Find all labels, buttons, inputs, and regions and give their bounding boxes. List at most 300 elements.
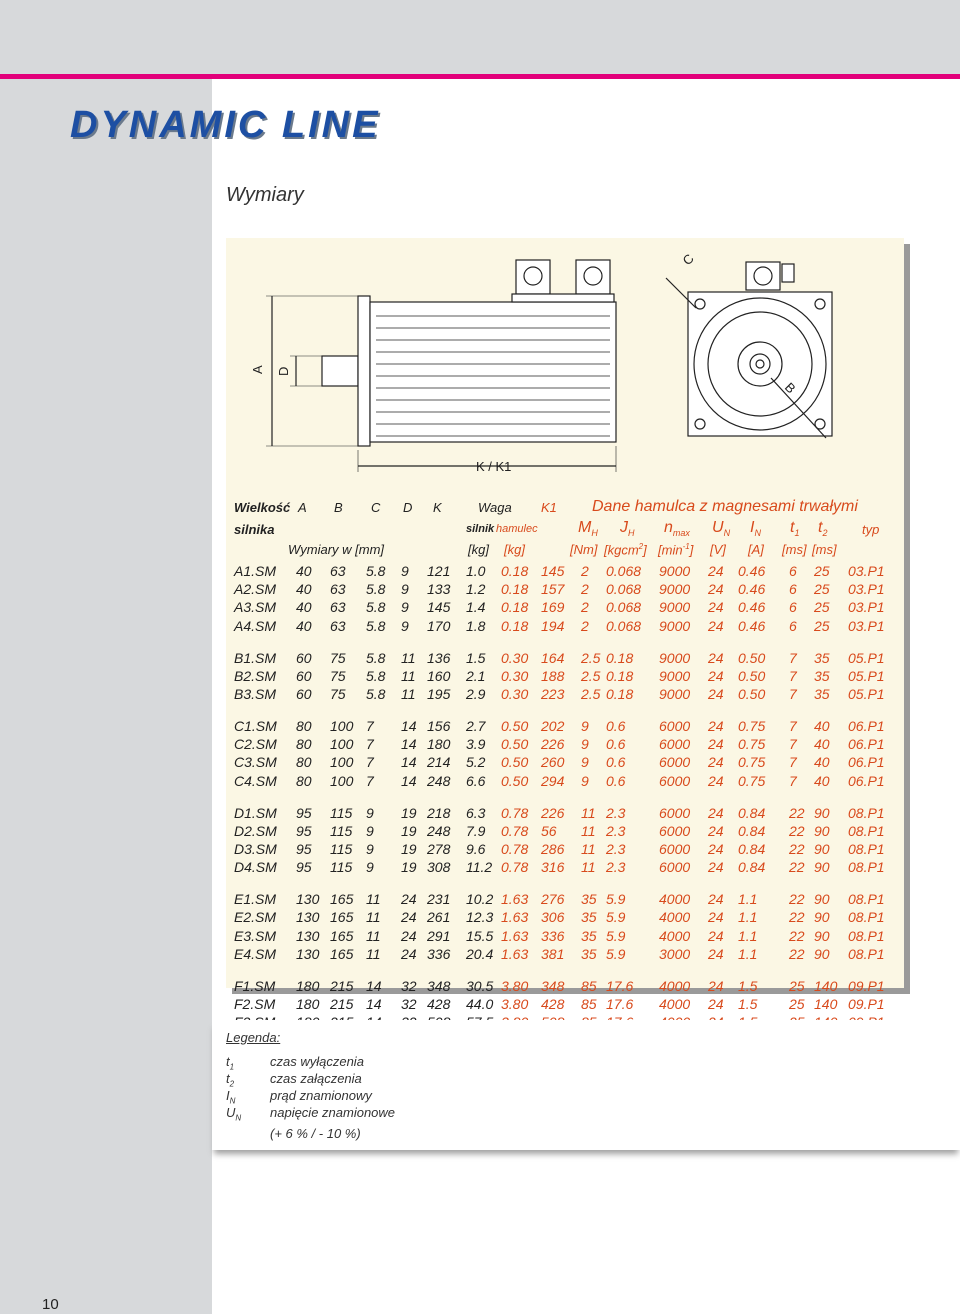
table-cell: 214 — [427, 754, 451, 771]
table-cell: 40 — [814, 736, 830, 753]
table-cell: 136 — [427, 649, 451, 666]
table-cell: 9 — [581, 754, 589, 771]
table-cell: 0.78 — [501, 804, 529, 821]
table-cell: 336 — [427, 945, 451, 962]
hdr-in: $I_N$ — [750, 519, 761, 539]
table-cell: 90 — [814, 909, 830, 926]
table-cell: 4000 — [659, 891, 691, 908]
table-cell: 6000 — [659, 804, 691, 821]
table-cell: 24 — [708, 804, 724, 821]
table-cell: 5.8 — [366, 581, 386, 598]
table-cell: 0.18 — [606, 649, 634, 666]
table-cell: 7 — [366, 772, 374, 789]
table-cell: 2.3 — [606, 841, 626, 857]
table-cell: 05.P1 — [848, 667, 885, 684]
table-cell: 24 — [708, 909, 724, 926]
table-cell: 1.2 — [466, 581, 486, 598]
table-cell: 24 — [708, 859, 724, 876]
dim-label-b: B — [781, 379, 799, 397]
table-cell: 11 — [366, 909, 381, 926]
table-cell: 4000 — [659, 909, 691, 926]
table-cell: 226 — [541, 804, 565, 821]
hdr-unit-kg-hamulec: [kg] — [504, 542, 525, 557]
table-cell: 6000 — [659, 859, 691, 876]
table-cell: 291 — [427, 927, 451, 944]
table-cell: 2.5 — [581, 686, 601, 702]
row-label: A1.SM — [234, 563, 277, 579]
table-cell: 316 — [541, 859, 565, 876]
table-cell: 25 — [814, 617, 830, 634]
table-cell: 0.50 — [501, 754, 529, 771]
table-cell: 9000 — [659, 599, 691, 616]
table-cell: 11 — [401, 667, 416, 684]
table-cell: 24 — [708, 686, 724, 702]
table-cell: 7 — [789, 772, 797, 789]
table-cell: 14 — [366, 996, 382, 1012]
table-cell: 05.P1 — [848, 649, 885, 666]
legend-symbol: $I_N$ — [226, 1088, 236, 1106]
table-cell: 115 — [330, 841, 353, 857]
hdr-wymiary-mm: Wymiary w [mm] — [288, 542, 385, 557]
table-cell: 9 — [401, 617, 409, 634]
table-cell: 63 — [330, 563, 346, 579]
table-cell: 6.6 — [466, 772, 486, 789]
table-cell: 25 — [814, 563, 830, 579]
table-cell: 164 — [541, 649, 565, 666]
table-cell: 2 — [581, 617, 589, 634]
row-label: C2.SM — [234, 736, 277, 753]
table-cell: 11 — [366, 891, 381, 908]
table-cell: 3.9 — [466, 736, 486, 753]
table-cell: 14 — [401, 718, 417, 734]
table-cell: 40 — [814, 772, 830, 789]
row-label: C4.SM — [234, 772, 277, 789]
table-cell: 1.0 — [466, 563, 486, 579]
row-label: D4.SM — [234, 859, 277, 876]
table-cell: 24 — [708, 617, 724, 634]
table-cell: 1.5 — [738, 996, 758, 1012]
table-cell: 08.P1 — [848, 822, 885, 839]
table-cell: 95 — [296, 822, 312, 839]
table-cell: 40 — [296, 617, 312, 634]
table-cell: 5.9 — [606, 927, 626, 944]
table-cell: 9 — [581, 718, 589, 734]
legend-item — [226, 1105, 241, 1123]
table-cell: 3.80 — [501, 996, 529, 1012]
row-label: B2.SM — [234, 667, 277, 684]
hdr-nmax: $n_{max}$ — [664, 519, 690, 539]
table-cell: 2 — [581, 563, 589, 579]
table-cell: 1.63 — [501, 927, 529, 944]
table-cell: 195 — [427, 686, 451, 702]
table-cell: 0.84 — [738, 859, 766, 876]
table-cell: 215 — [330, 977, 354, 994]
table-cell: 0.84 — [738, 841, 766, 857]
table-cell: 14 — [401, 772, 417, 789]
legend-text: czas wyłączenia — [270, 1054, 364, 1069]
table-cell: 80 — [296, 754, 312, 771]
table-cell: 90 — [814, 945, 830, 962]
table-cell: 08.P1 — [848, 804, 885, 821]
table-cell: 180 — [427, 736, 451, 753]
table-cell: 1.63 — [501, 909, 529, 926]
table-cell: 0.30 — [501, 667, 529, 684]
table-cell: 80 — [296, 772, 312, 789]
table-cell: 1.1 — [738, 891, 758, 908]
table-cell: 85 — [581, 977, 597, 994]
table-cell: 56 — [541, 822, 557, 839]
table-cell: 276 — [541, 891, 565, 908]
table-cell: 95 — [296, 841, 312, 857]
table-cell: 2.7 — [466, 718, 486, 734]
table-cell: 11 — [581, 822, 596, 839]
table-cell: 1.8 — [466, 617, 486, 634]
hdr-brake-title: Dane hamulca z magnesami trwałymi — [592, 498, 858, 515]
table-cell: 35 — [814, 686, 830, 702]
table-cell: 63 — [330, 617, 346, 634]
table-cell: 169 — [541, 599, 565, 616]
table-cell: 0.18 — [501, 617, 529, 634]
table-cell: 6 — [789, 563, 797, 579]
table-cell: 75 — [330, 667, 346, 684]
hdr-hamulec: hamulec — [496, 523, 538, 535]
table-cell: 32 — [401, 996, 417, 1012]
table-cell: 11 — [581, 804, 596, 821]
table-cell: 226 — [541, 736, 565, 753]
table-cell: 348 — [427, 977, 451, 994]
table-cell: 24 — [708, 977, 724, 994]
table-cell: 11 — [581, 841, 596, 857]
table-cell: 248 — [427, 772, 451, 789]
table-cell: 24 — [401, 891, 417, 908]
table-cell: 60 — [296, 667, 312, 684]
table-cell: 06.P1 — [848, 736, 885, 753]
table-cell: 2.5 — [581, 649, 601, 666]
table-cell: 6000 — [659, 718, 691, 734]
table-cell: 1.1 — [738, 927, 758, 944]
row-label: C1.SM — [234, 718, 277, 734]
row-label: A4.SM — [234, 617, 277, 634]
table-cell: 9000 — [659, 563, 691, 579]
table-cell: 22 — [789, 909, 805, 926]
table-cell: 0.18 — [501, 563, 529, 579]
table-cell: 188 — [541, 667, 565, 684]
hdr-t1: $t_1$ — [790, 519, 800, 539]
table-cell: 336 — [541, 927, 565, 944]
table-cell: 09.P1 — [848, 996, 885, 1012]
table-cell: 348 — [541, 977, 565, 994]
table-cell: 9 — [366, 841, 374, 857]
table-cell: 9 — [401, 581, 409, 598]
table-cell: 5.2 — [466, 754, 486, 771]
table-cell: 223 — [541, 686, 565, 702]
hdr-unit-min: $[\min^{-1}]$ — [658, 542, 694, 558]
table-cell: 261 — [427, 909, 451, 926]
table-cell: 35 — [581, 891, 597, 908]
table-cell: 24 — [708, 736, 724, 753]
table-cell: 0.50 — [738, 686, 766, 702]
hdr-jh: $J_H$ — [620, 519, 635, 539]
table-cell: 90 — [814, 859, 830, 876]
hdr-c: C — [371, 500, 381, 515]
table-cell: 0.78 — [501, 841, 529, 857]
table-cell: 4000 — [659, 927, 691, 944]
table-cell: 130 — [296, 891, 320, 908]
table-cell: 2.3 — [606, 859, 626, 876]
table-cell: 25 — [789, 996, 805, 1012]
legend-text: napięcie znamionowe — [270, 1105, 396, 1120]
table-cell: 7 — [789, 754, 797, 771]
table-cell: 9000 — [659, 667, 691, 684]
table-cell: 202 — [541, 718, 565, 734]
table-cell: 80 — [296, 718, 312, 734]
table-cell: 0.50 — [738, 649, 766, 666]
table-cell: 1.1 — [738, 909, 758, 926]
table-cell: 24 — [708, 822, 724, 839]
table-cell: 1.5 — [466, 649, 486, 666]
table-cell: 6000 — [659, 822, 691, 839]
table-cell: 15.5 — [466, 927, 494, 944]
row-label: C3.SM — [234, 754, 277, 771]
table-cell: 2.5 — [581, 667, 601, 684]
table-cell: 194 — [541, 617, 565, 634]
row-label: F1.SM — [234, 977, 276, 994]
table-cell: 0.50 — [501, 736, 529, 753]
hdr-unit-nm: [Nm] — [570, 542, 598, 557]
dim-label-d: D — [276, 366, 291, 376]
magenta-rule — [0, 74, 960, 79]
table-cell: 40 — [814, 754, 830, 771]
table-cell: 24 — [708, 772, 724, 789]
table-cell: 165 — [330, 927, 354, 944]
table-cell: 08.P1 — [848, 927, 885, 944]
table-cell: 24 — [708, 841, 724, 857]
table-cell: 0.75 — [738, 754, 766, 771]
row-label: D2.SM — [234, 822, 277, 839]
table-cell: 5.8 — [366, 563, 386, 579]
legend-item — [226, 1054, 234, 1072]
table-cell: 100 — [330, 754, 354, 771]
table-cell: 03.P1 — [848, 599, 885, 616]
table-cell: 145 — [541, 563, 565, 579]
table-cell: 32 — [401, 977, 417, 994]
table-cell: 0.84 — [738, 804, 766, 821]
table-cell: 24 — [708, 996, 724, 1012]
table-cell: 08.P1 — [848, 909, 885, 926]
table-cell: 14 — [401, 736, 417, 753]
table-cell: 157 — [541, 581, 565, 598]
table-cell: 9 — [366, 804, 374, 821]
table-cell: 9.6 — [466, 841, 486, 857]
table-cell: 08.P1 — [848, 841, 885, 857]
table-cell: 6000 — [659, 841, 691, 857]
table-cell: 0.18 — [501, 581, 529, 598]
hdr-wielkosc: Wielkość — [234, 500, 291, 515]
table-cell: 7 — [789, 649, 797, 666]
table-cell: 0.068 — [606, 599, 642, 616]
table-cell: 180 — [296, 996, 320, 1012]
table-cell: 95 — [296, 859, 312, 876]
table-cell: 60 — [296, 649, 312, 666]
table-cell: 0.068 — [606, 617, 642, 634]
table-cell: 11 — [366, 945, 381, 962]
table-cell: 11 — [401, 649, 416, 666]
table-cell: 25 — [814, 599, 830, 616]
table-cell: 286 — [541, 841, 565, 857]
table-cell: 6000 — [659, 754, 691, 771]
hdr-unit-kgcm: [kgcm$^2$] — [604, 542, 647, 558]
dim-label-c: C — [679, 250, 697, 269]
table-cell: 215 — [330, 996, 354, 1012]
table-cell: 35 — [814, 667, 830, 684]
row-label: D3.SM — [234, 841, 277, 857]
hdr-waga: Waga — [478, 500, 512, 515]
table-cell: 10.2 — [466, 891, 494, 908]
table-cell: 05.P1 — [848, 686, 885, 702]
table-cell: 6 — [789, 581, 797, 598]
table-cell: 22 — [789, 841, 805, 857]
hdr-unit-ms1: [ms] — [782, 542, 807, 557]
table-cell: 22 — [789, 822, 805, 839]
table-cell: 22 — [789, 945, 805, 962]
table-cell: 428 — [427, 996, 451, 1012]
hdr-unit-a: [A] — [748, 542, 764, 557]
table-cell: 165 — [330, 891, 354, 908]
table-cell: 75 — [330, 686, 346, 702]
hdr-mh: $M_H$ — [578, 519, 598, 539]
table-cell: 08.P1 — [848, 859, 885, 876]
table-cell: 5.9 — [606, 945, 626, 962]
table-cell: 24 — [708, 754, 724, 771]
table-cell: 17.6 — [606, 977, 634, 994]
table-cell: 24 — [401, 909, 417, 926]
table-cell: 308 — [427, 859, 451, 876]
table-cell: 9 — [401, 563, 409, 579]
table-cell: 35 — [814, 649, 830, 666]
table-cell: 9000 — [659, 649, 691, 666]
table-cell: 2.1 — [466, 667, 486, 684]
hdr-unit-ms2: [ms] — [812, 542, 837, 557]
table-cell: 11 — [401, 686, 416, 702]
legend-title: Legenda: — [226, 1030, 281, 1045]
table-cell: 60 — [296, 686, 312, 702]
table-cell: 115 — [330, 859, 353, 876]
hdr-k1: K1 — [541, 500, 557, 515]
table-cell: 0.78 — [501, 859, 529, 876]
table-cell: 381 — [541, 945, 565, 962]
table-cell: 0.6 — [606, 736, 626, 753]
table-cell: 1.63 — [501, 891, 529, 908]
table-cell: 09.P1 — [848, 977, 885, 994]
table-cell: 4000 — [659, 977, 691, 994]
table-cell: 248 — [427, 822, 451, 839]
table-cell: 100 — [330, 772, 354, 789]
legend-symbol: $t_2$ — [226, 1071, 235, 1089]
table-cell: 9000 — [659, 617, 691, 634]
table-cell: 35 — [581, 945, 597, 962]
table-cell: 5.8 — [366, 617, 386, 634]
row-label: E4.SM — [234, 945, 277, 962]
page-title: DYNAMIC LINE — [70, 104, 381, 146]
table-cell: 9 — [401, 599, 409, 616]
table-cell: 165 — [330, 945, 354, 962]
table-cell: 25 — [789, 977, 805, 994]
legend-text: prąd znamionowy — [270, 1088, 372, 1103]
hdr-d: D — [403, 500, 413, 515]
table-cell: 40 — [296, 563, 312, 579]
table-cell: 63 — [330, 599, 346, 616]
table-cell: 6000 — [659, 772, 691, 789]
row-label: A3.SM — [234, 599, 277, 616]
row-label: D1.SM — [234, 804, 277, 821]
table-cell: 17.6 — [606, 996, 634, 1012]
table-cell: 24 — [708, 581, 724, 598]
table-cell: 140 — [814, 996, 838, 1012]
row-label: A2.SM — [234, 581, 277, 598]
legend-note: (+ 6 % / - 10 %) — [270, 1126, 361, 1141]
table-cell: 7 — [789, 667, 797, 684]
table-cell: 0.50 — [501, 718, 529, 734]
table-cell: 40 — [814, 718, 830, 734]
table-cell: 19 — [401, 822, 417, 839]
page-number: 10 — [42, 1296, 59, 1313]
table-cell: 3000 — [659, 945, 691, 962]
table-cell: 2.3 — [606, 804, 626, 821]
table-cell: 145 — [427, 599, 451, 616]
table-cell: 11 — [366, 927, 381, 944]
table-cell: 7 — [366, 736, 374, 753]
table-cell: 90 — [814, 891, 830, 908]
table-cell: 5.8 — [366, 649, 386, 666]
table-cell: 08.P1 — [848, 945, 885, 962]
table-cell: 7 — [789, 686, 797, 702]
table-cell: 6.3 — [466, 804, 486, 821]
table-cell: 7.9 — [466, 822, 486, 839]
table-cell: 0.50 — [501, 772, 529, 789]
table-cell: 5.8 — [366, 667, 386, 684]
table-cell: 9 — [366, 859, 374, 876]
table-cell: 11 — [581, 859, 596, 876]
table-cell: 6 — [789, 617, 797, 634]
table-cell: 5.8 — [366, 686, 386, 702]
table-cell: 19 — [401, 841, 417, 857]
table-cell: 0.30 — [501, 649, 529, 666]
table-cell: 156 — [427, 718, 451, 734]
table-cell: 0.46 — [738, 617, 766, 634]
table-cell: 20.4 — [466, 945, 494, 962]
table-cell: 03.P1 — [848, 563, 885, 579]
table-cell: 133 — [427, 581, 451, 598]
table-cell: 7 — [366, 754, 374, 771]
table-cell: 03.P1 — [848, 617, 885, 634]
table-cell: 63 — [330, 581, 346, 598]
table-cell: 0.6 — [606, 754, 626, 771]
hdr-unit-kg-silnik: [kg] — [468, 542, 489, 557]
row-label: B1.SM — [234, 649, 277, 666]
table-cell: 03.P1 — [848, 581, 885, 598]
table-cell: 40 — [296, 599, 312, 616]
table-cell: 9000 — [659, 686, 691, 702]
table-cell: 3.80 — [501, 977, 529, 994]
legend-item — [226, 1071, 234, 1089]
table-cell: 24 — [401, 945, 417, 962]
hdr-k: K — [433, 500, 442, 515]
table-cell: 08.P1 — [848, 891, 885, 908]
table-cell: 24 — [708, 649, 724, 666]
table-cell: 115 — [330, 804, 353, 821]
table-cell: 170 — [427, 617, 451, 634]
row-label: F2.SM — [234, 996, 276, 1012]
